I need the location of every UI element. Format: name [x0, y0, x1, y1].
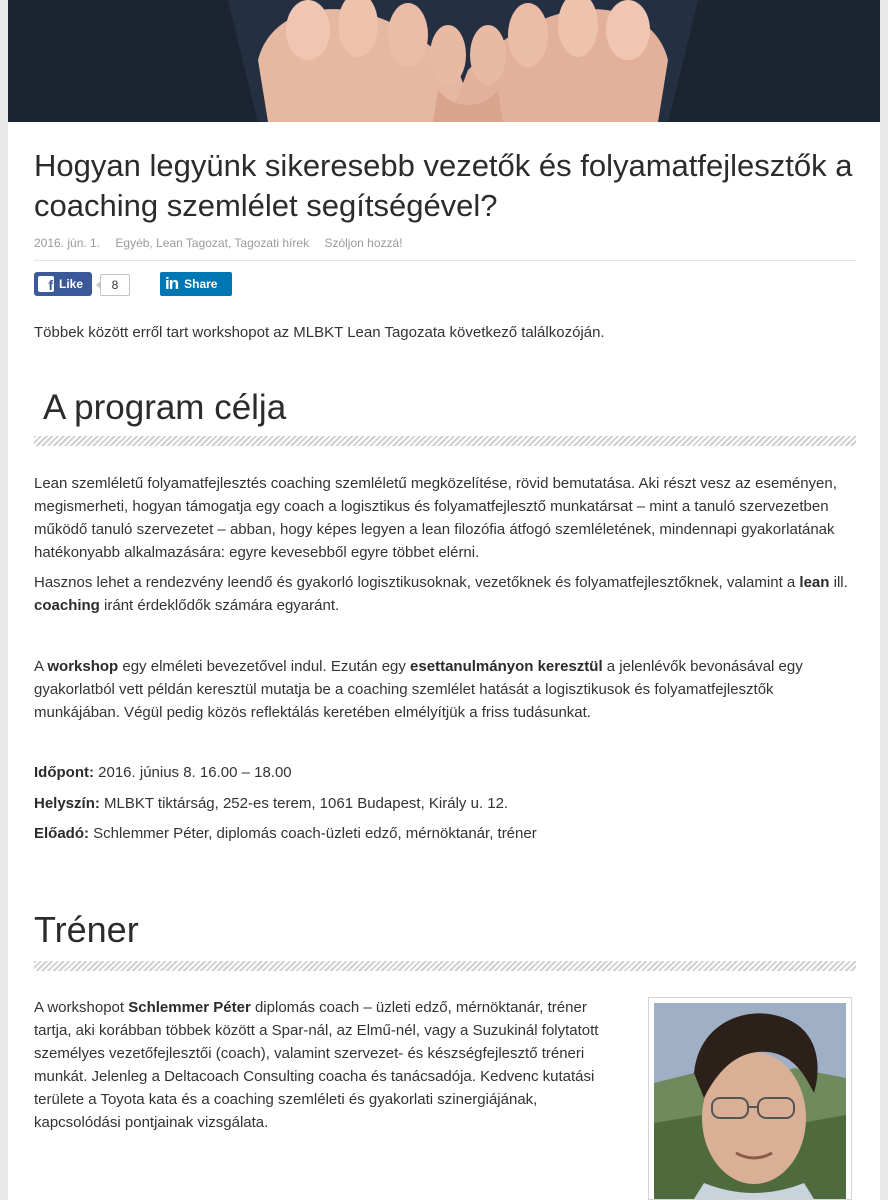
facebook-icon: f — [38, 276, 54, 292]
like-label: Like — [59, 277, 84, 291]
section-divider — [34, 961, 856, 971]
article-meta — [34, 236, 856, 261]
bold-text: workshop — [47, 658, 119, 675]
comment-link[interactable]: Szóljon hozzá! — [324, 236, 403, 250]
social-buttons — [34, 272, 856, 298]
page-frame-left — [0, 0, 8, 1200]
facebook-like-button[interactable] — [34, 272, 92, 296]
program-paragraph-3 — [34, 655, 856, 724]
bold-text: coaching — [34, 597, 100, 614]
section-heading-trainer: Tréner — [34, 909, 139, 950]
event-place — [34, 792, 856, 815]
text: diplomás coach – üzleti edző, mérnöktanár, tréner tartja, aki korábban többek között a Spar-nál, az Elmű-nél, vagy a Suzukinál folytatott személyes vezetőfejlesztői (coach), valamint szervezet- és készségfejlesztő tréneri munkát. Jelenleg a Deltacoach Consulting coacha és tanácsadója. Kedvenc kutatási területe a Toyota kata és a coaching szemléleti és gyakorlati szinergiájának, kapcsolódási pontjainak vizsgálata. — [34, 999, 599, 1131]
event-speaker — [34, 822, 856, 845]
time-label: Időpont: — [34, 764, 94, 781]
linkedin-share-button[interactable] — [160, 272, 232, 296]
article-title: Hogyan legyünk sikeresebb vezetők és folyamatfejlesztők a coaching szemlélet segítségével? — [34, 148, 853, 223]
intro-paragraph: Többek között erről tart workshopot az MLBKT Lean Tagozata következő találkozóján. — [34, 324, 605, 341]
text: a jelenlévők bevonásával egy gyakorlatból vett példán keresztül mutatja be a coaching szemlélet hatását a logisztikusok és folyamatfejlesztők munkájában. Végül pedig közös reflektálás keretében elmélyítjük a friss tudásunkat. — [34, 658, 803, 721]
speaker-value: Schlemmer Péter, diplomás coach-üzleti edző, mérnöktanár, tréner — [89, 825, 537, 842]
text: A workshopot — [34, 999, 129, 1016]
bold-text: lean — [799, 574, 830, 591]
program-paragraph-2 — [34, 571, 856, 617]
text: ill. — [829, 574, 848, 591]
post-date[interactable]: 2016. jún. 1. — [34, 236, 101, 250]
program-paragraph-1: Lean szemléletű folyamatfejlesztés coaching szemléletű megközelítése, rövid bemutatása. Aki részt vesz az eseményen, megismerheti, hogyan támogatja egy coach a logisztikus és folyamatfejlesztő munkatársat – mint a tanuló szervezetben működő tanuló szervezetet – abban, hogy képes legyen a lean filozófia átfogó szemléletének, mindennapi gyakorlatának hatékonyabb alkalmazására: egyre kevesebből egyre többet elérni. — [34, 475, 837, 561]
bold-text: esettanulmányon keresztül — [410, 658, 603, 675]
place-label: Helyszín: — [34, 795, 100, 812]
text: iránt érdeklődők számára egyaránt. — [99, 597, 340, 614]
text: A — [34, 658, 48, 675]
speaker-label: Előadó: — [34, 825, 89, 842]
section-divider — [34, 436, 856, 446]
text: egy elméleti bevezetővel indul. Ezután egy — [118, 658, 411, 675]
post-categories[interactable]: Egyéb, Lean Tagozat, Tagozati hírek — [115, 236, 310, 250]
share-label: Share — [184, 277, 218, 291]
section-heading-program: A program célja — [43, 388, 287, 427]
trainer-paragraph — [34, 996, 626, 1134]
hero-image — [8, 0, 880, 122]
bold-text: Schlemmer Péter — [128, 999, 251, 1016]
trainer-photo — [648, 997, 852, 1200]
place-value: MLBKT tiktárság, 252-es terem, 1061 Budapest, Király u. 12. — [99, 795, 509, 812]
text: Hasznos lehet a rendezvény leendő és gyakorló logisztikusoknak, vezetőknek és folyamatfejlesztőknek, valamint a — [34, 574, 800, 591]
like-count: 8 — [100, 274, 130, 296]
event-time — [34, 761, 856, 784]
linkedin-icon: in — [165, 274, 179, 293]
page-frame-right — [880, 0, 888, 1200]
time-value: 2016. június 8. 16.00 – 18.00 — [93, 764, 292, 781]
